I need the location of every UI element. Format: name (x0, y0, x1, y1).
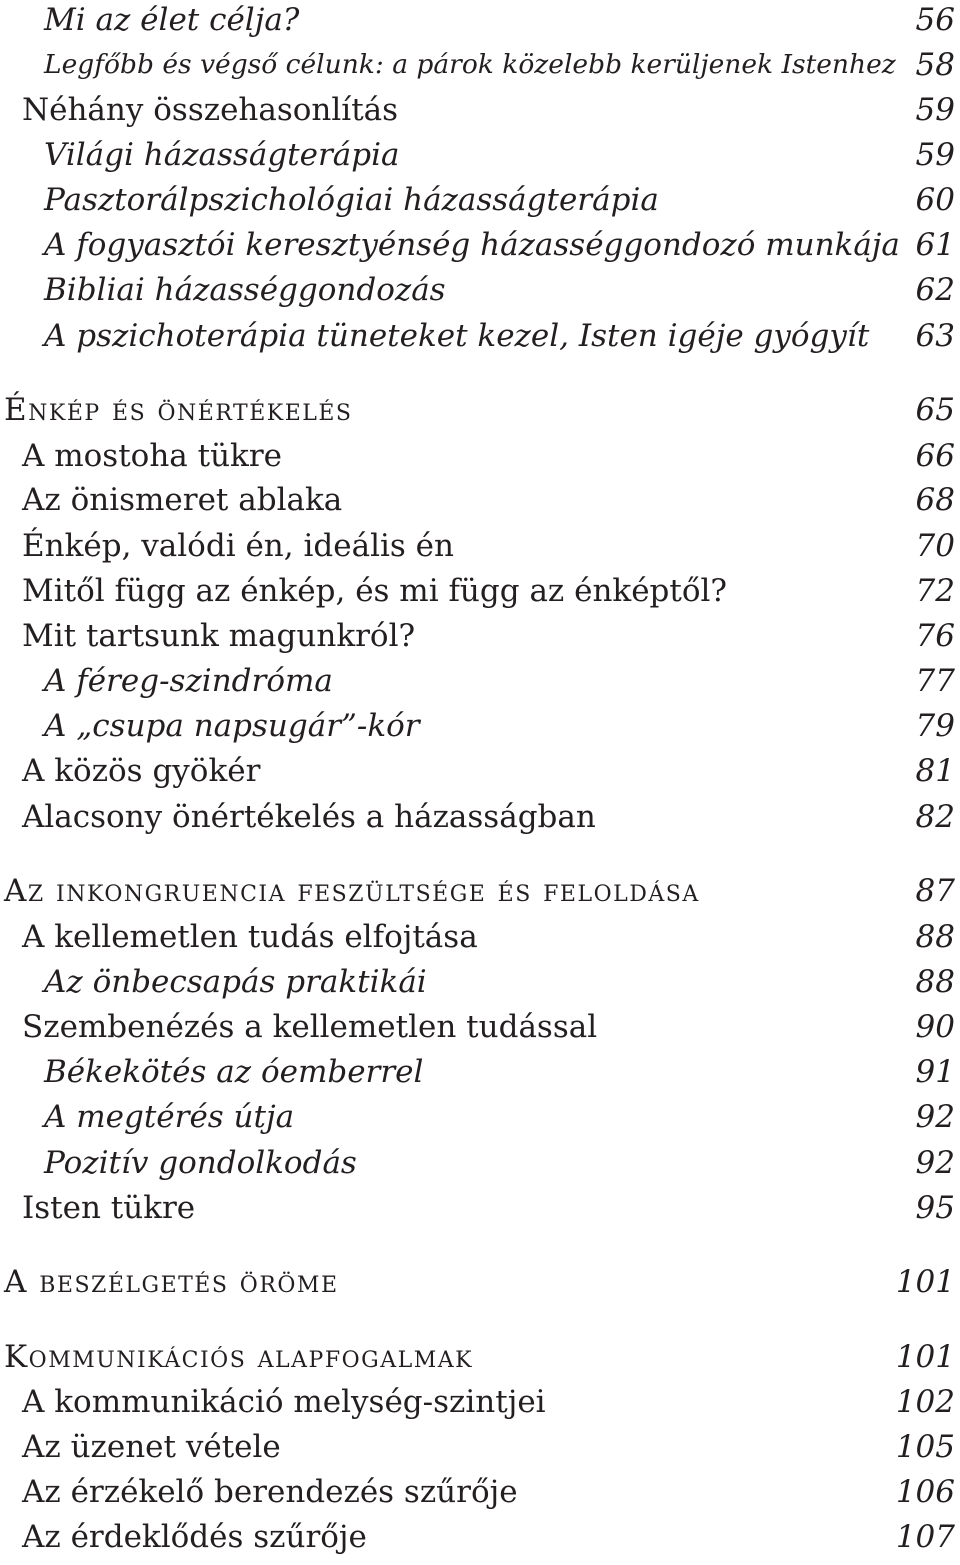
toc-entry (0, 434, 955, 478)
toc-entry (0, 1186, 955, 1230)
entry-title: Mit tartsunk magunkról? (22, 618, 416, 654)
page-number: 102 (895, 1384, 955, 1420)
entry-title: A féreg-szindróma (44, 663, 333, 699)
toc-subentry (0, 960, 955, 1004)
page-number: 106 (895, 1474, 955, 1510)
toc-subentry (0, 659, 955, 703)
entry-title: Kommunikációs alapfogalmak (4, 1339, 474, 1375)
entry-title: A kommunikáció melység-szintjei (22, 1384, 546, 1420)
page-number: 90 (915, 1009, 955, 1045)
entry-title: Pasztorálpszichológiai házasságterápia (44, 182, 659, 218)
toc-section-heading (0, 869, 955, 913)
toc-entry (0, 1470, 955, 1514)
entry-title: Az üzenet vétele (22, 1429, 281, 1465)
entry-title: A közös gyökér (22, 753, 261, 789)
toc-subentry (0, 1050, 955, 1094)
page-number: 79 (915, 708, 955, 744)
entry-title: Mitől függ az énkép, és mi függ az énképtől? (22, 573, 728, 609)
page-number: 88 (915, 919, 955, 955)
page-number: 88 (915, 964, 955, 1000)
page-number: 66 (915, 438, 955, 474)
entry-title: A fogyasztói keresztyénség házasséggondozó munkája (44, 227, 900, 263)
page-number: 59 (915, 92, 955, 128)
toc-subentry (0, 178, 955, 222)
toc-entry (0, 1425, 955, 1469)
toc-subentry (0, 1141, 955, 1185)
toc-entry (0, 614, 955, 658)
entry-title: Pozitív gondolkodás (44, 1145, 357, 1181)
page-number: 92 (915, 1145, 955, 1181)
entry-title: Az inkongruencia feszültsége és feloldása (4, 873, 700, 909)
toc-subentry (0, 133, 955, 177)
page-number: 101 (895, 1339, 955, 1375)
page-number: 91 (915, 1054, 955, 1090)
page-number: 72 (915, 573, 955, 609)
toc-subentry (0, 43, 955, 87)
toc-entry (0, 88, 955, 132)
entry-title: Világi házasságterápia (44, 137, 400, 173)
toc-entry (0, 915, 955, 959)
page-number: 101 (895, 1264, 955, 1300)
page-number: 58 (915, 47, 955, 83)
entry-title: Az érzékelő berendezés szűrője (22, 1474, 518, 1510)
page-number: 107 (895, 1519, 955, 1555)
entry-title: A megtérés útja (44, 1099, 295, 1135)
page-number: 62 (915, 272, 955, 308)
entry-title: Néhány összehasonlítás (22, 92, 399, 128)
toc-subentry (0, 268, 955, 312)
page-number: 60 (915, 182, 955, 218)
toc-section-heading (0, 1335, 955, 1379)
entry-title: A mostoha tükre (22, 438, 283, 474)
entry-title: Az önismeret ablaka (22, 482, 343, 518)
page-number: 105 (895, 1429, 955, 1465)
entry-title: A „csupa napsugár”-kór (44, 708, 420, 744)
toc-entry (0, 1380, 955, 1424)
page-number: 76 (915, 618, 955, 654)
toc-entry (0, 569, 955, 613)
page-number: 65 (915, 392, 955, 428)
entry-title: Az érdeklődés szűrője (22, 1519, 367, 1555)
page-number: 63 (915, 318, 955, 354)
entry-title: Békekötés az óemberrel (44, 1054, 424, 1090)
entry-title: Bibliai házasséggondozás (44, 272, 446, 308)
entry-title: Énkép és önértékelés (4, 392, 353, 428)
page-number: 92 (915, 1099, 955, 1135)
toc-entry (0, 478, 955, 522)
entry-title: A pszichoterápia tüneteket kezel, Isten igéje gyógyít (44, 318, 870, 354)
entry-title: Alacsony önértékelés a házasságban (22, 799, 596, 835)
toc-entry (0, 1515, 955, 1559)
toc-subentry (0, 314, 955, 358)
toc-section-heading (0, 1260, 955, 1304)
toc-section-heading (0, 388, 955, 432)
page-number: 81 (915, 753, 955, 789)
entry-title: Az önbecsapás praktikái (44, 964, 427, 1000)
page-number: 59 (915, 137, 955, 173)
toc-entry (0, 795, 955, 839)
toc-subentry (0, 0, 955, 42)
page-number: 61 (915, 227, 955, 263)
toc-subentry (0, 223, 955, 267)
toc-entry (0, 749, 955, 793)
toc-subentry (0, 1095, 955, 1139)
page-number: 95 (915, 1190, 955, 1226)
toc-entry (0, 1005, 955, 1049)
entry-title: Mi az élet célja? (44, 2, 300, 38)
page-number: 87 (915, 873, 955, 909)
entry-title: Legfőbb és végső célunk: a párok közelebb kerüljenek Istenhez (44, 49, 896, 80)
toc-subentry (0, 704, 955, 748)
entry-title: Isten tükre (22, 1190, 196, 1226)
entry-title: A kellemetlen tudás elfojtása (22, 919, 478, 955)
page-number: 82 (915, 799, 955, 835)
entry-title: Énkép, valódi én, ideális én (22, 528, 454, 564)
toc-entry (0, 524, 955, 568)
entry-title: Szembenézés a kellemetlen tudással (22, 1009, 598, 1045)
page-number: 56 (915, 2, 955, 38)
page-number: 77 (915, 663, 955, 699)
page-number: 70 (915, 528, 955, 564)
page-number: 68 (915, 482, 955, 518)
entry-title: A beszélgetés öröme (4, 1264, 339, 1300)
